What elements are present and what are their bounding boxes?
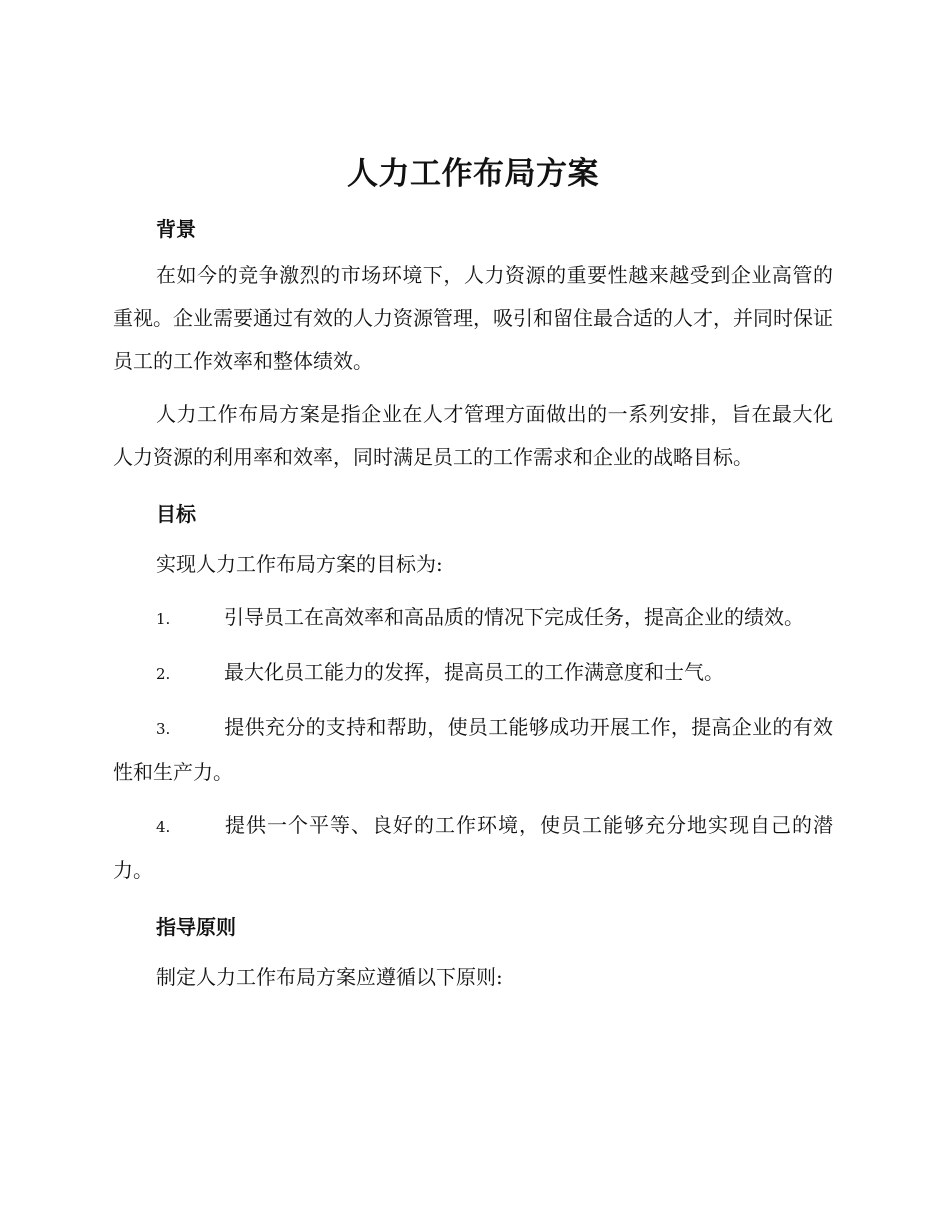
list-number: 3. <box>156 720 171 738</box>
document-title: 人力工作布局方案 <box>347 156 599 192</box>
section-heading-principles: 指导原则 <box>156 915 236 939</box>
section-heading-goals: 目标 <box>156 502 196 526</box>
list-text: 引导员工在高效率和高品质的情况下完成任务，提高企业的绩效。 <box>224 605 804 629</box>
list-item <box>113 706 833 794</box>
background-paragraph-2: 人力工作布局方案是指企业在人才管理方面做出的一系列安排，旨在最大化人力资源的利用率和效率，同时满足员工的工作需求和企业的战略目标。 <box>113 402 833 469</box>
list-text: 提供一个平等、良好的工作环境，使员工能够充分地实现自己的潜力。 <box>113 813 833 882</box>
list-text: 最大化员工能力的发挥，提高员工的工作满意度和士气。 <box>224 660 724 684</box>
document-page <box>113 148 833 999</box>
list-text: 提供充分的支持和帮助，使员工能够成功开展工作，提高企业的有效性和生产力。 <box>113 715 833 784</box>
background-paragraph-1: 在如今的竞争激烈的市场环境下，人力资源的重要性越来越受到企业高管的重视。企业需要通过有效的人力资源管理，吸引和留住最合适的人才，并同时保证员工的工作效率和整体绩效。 <box>113 263 833 373</box>
list-item <box>113 596 833 641</box>
list-number: 2. <box>156 665 171 683</box>
goals-intro: 实现人力工作布局方案的目标为: <box>156 552 443 576</box>
list-number: 1. <box>156 610 171 628</box>
section-heading-background: 背景 <box>156 217 196 241</box>
principles-intro: 制定人力工作布局方案应遵循以下原则: <box>156 965 503 989</box>
list-item <box>113 804 833 892</box>
list-number: 4. <box>156 818 171 836</box>
list-item <box>113 651 833 696</box>
